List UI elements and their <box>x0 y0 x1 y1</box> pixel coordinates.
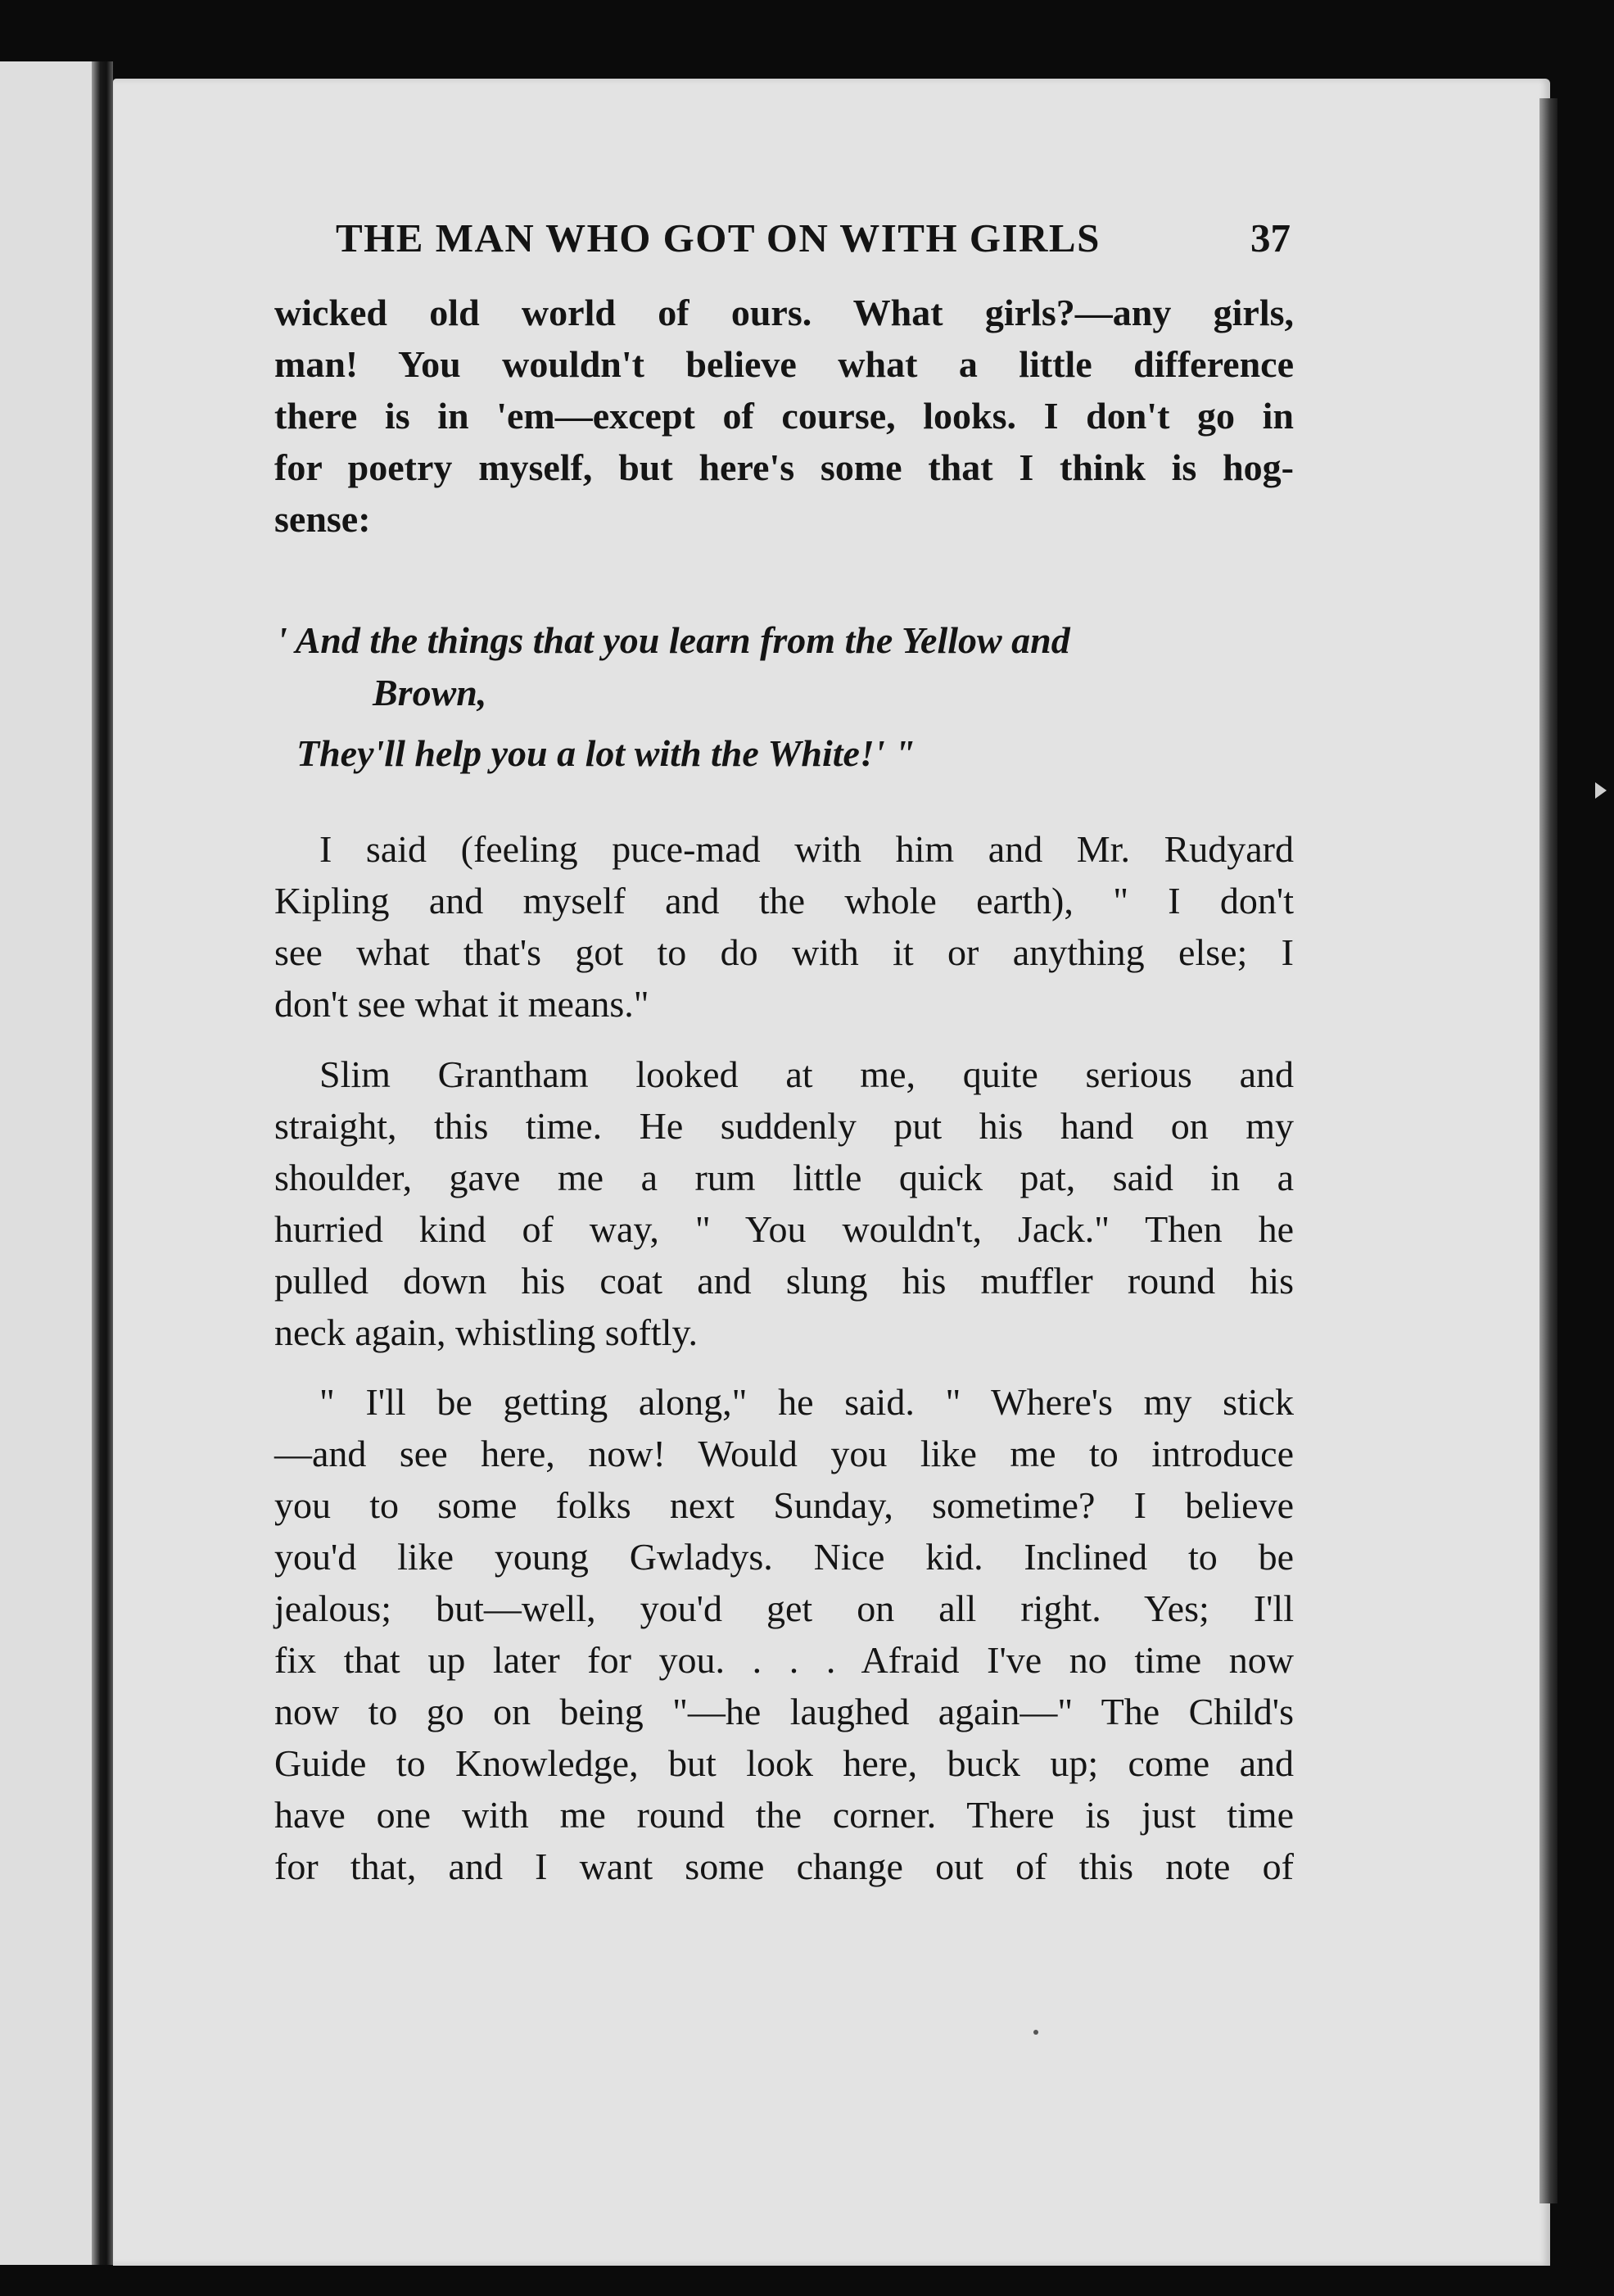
verse-line-2: Brown, <box>373 672 487 713</box>
text-line: straight, this time. He suddenly put his hand on my <box>274 1105 1294 1147</box>
text-line: shoulder, gave me a rum little quick pat, said in a <box>274 1157 1294 1198</box>
text-line: hurried kind of way, " You wouldn't, Jack." Then he <box>274 1208 1294 1250</box>
verse-line-3: They'll help you a lot with the White!' " <box>296 732 916 774</box>
scan-edge-mark <box>1595 782 1607 799</box>
text-line: see what that's got to do with it or anything else; I <box>274 931 1294 973</box>
paragraph-4 <box>274 1376 1294 1892</box>
page-fore-edge <box>1539 98 1557 2203</box>
text-line: Slim Grantham looked at me, quite serious and <box>319 1053 1294 1095</box>
text-line: I said (feeling puce-mad with him and Mr. Rudyard <box>319 828 1294 870</box>
paragraph-3 <box>274 1048 1294 1358</box>
text-line: Kipling and myself and the whole earth), " I don't <box>274 880 1294 922</box>
paragraph-2 <box>274 823 1294 1030</box>
page-number: 37 <box>1250 215 1291 260</box>
text-line: don't see what it means." <box>274 983 649 1025</box>
text-line: —and see here, now! Would you like me to introduce <box>274 1433 1294 1474</box>
text-line: now to go on being "—he laughed again—" The Child's <box>274 1691 1294 1732</box>
text-line: there is in 'em—except of course, looks. I don't go in <box>274 395 1294 437</box>
previous-page-edge <box>0 61 98 2265</box>
text-line: for that, and I want some change out of this note of <box>274 1845 1294 1887</box>
text-line: wicked old world of ours. What girls?—any girls, <box>274 292 1294 333</box>
verse-line-1: ' And the things that you learn from the Yellow and <box>277 619 1070 661</box>
running-head: THE MAN WHO GOT ON WITH GIRLS <box>336 215 1101 260</box>
text-line: fix that up later for you. . . . Afraid I've no time now <box>274 1639 1294 1681</box>
book-gutter <box>92 61 113 2265</box>
text-line: man! You wouldn't believe what a little difference <box>274 343 1294 385</box>
paragraph-1 <box>274 287 1294 545</box>
text-line: jealous; but—well, you'd get on all right. Yes; I'll <box>274 1587 1294 1629</box>
text-line: have one with me round the corner. There is just time <box>274 1794 1294 1836</box>
text-line: pulled down his coat and slung his muffler round his <box>274 1260 1294 1302</box>
text-line: neck again, whistling softly. <box>274 1311 698 1353</box>
text-line: you'd like young Gwladys. Nice kid. Inclined to be <box>274 1536 1294 1578</box>
text-line: for poetry myself, but here's some that I think is hog- <box>274 446 1294 488</box>
text-line: Guide to Knowledge, but look here, buck up; come and <box>274 1742 1294 1784</box>
text-line: " I'll be getting along," he said. " Where's my stick <box>319 1381 1294 1423</box>
text-line: sense: <box>274 498 371 540</box>
text-line: you to some folks next Sunday, sometime? I believe <box>274 1484 1294 1526</box>
ink-speck <box>1033 2030 1038 2035</box>
